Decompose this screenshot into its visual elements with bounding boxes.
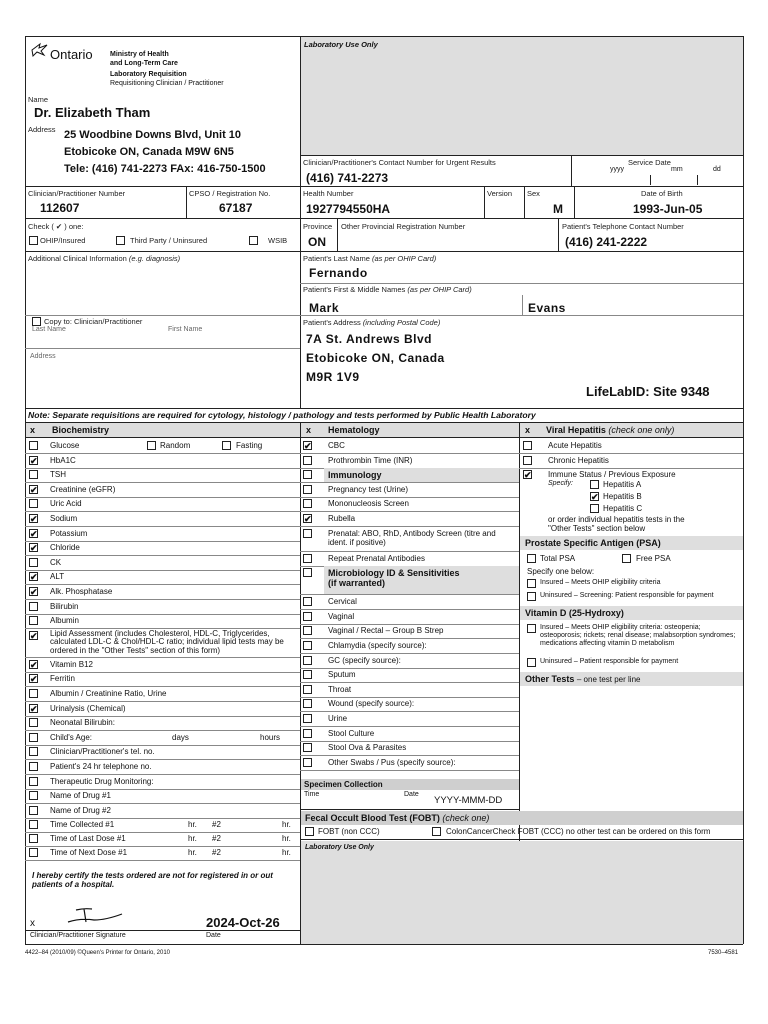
total-psa-label: Total PSA: [540, 554, 576, 564]
health-number-label: Health Number: [303, 189, 354, 198]
micro-item-label-checkbox[interactable]: [303, 699, 312, 708]
chronic-hepatitis-label-checkbox[interactable]: [523, 456, 532, 465]
vitd-insured-checkbox[interactable]: [527, 624, 536, 633]
micro-item-label-checkbox[interactable]: [303, 641, 312, 650]
biochem-item-label: Uric Acid: [50, 499, 82, 509]
acute-hepatitis-label-checkbox[interactable]: [523, 441, 532, 450]
hep-a-label: Hepatitis A: [603, 480, 642, 490]
fobt-ccc-checkbox[interactable]: [432, 827, 441, 836]
hepatitis-title: Viral Hepatitis (check one only): [546, 425, 675, 435]
micro-item-label: Vaginal: [328, 611, 355, 621]
signature-label: Clinician/Practitioner Signature: [30, 932, 126, 939]
vitd-insured-label: Insured – Meets OHIP eligibility criteria: osteopenia; osteoporosis; rickets; renal disease; malabsorption syndromes; medications affecting vitamin D metabolism: [540, 624, 736, 648]
signature-image-icon: [66, 906, 126, 933]
acute-hepatitis-label: Acute Hepatitis: [548, 441, 602, 450]
biochem-checkbox[interactable]: [29, 470, 38, 479]
footer-code: 7530–4581: [708, 950, 739, 956]
health-number[interactable]: 1927794550HA: [306, 202, 391, 216]
wsib-label: WSIB: [268, 236, 288, 245]
biochem-checkbox[interactable]: ✔: [30, 587, 38, 597]
biochem-checkbox[interactable]: ✔: [30, 514, 38, 524]
clinician-number[interactable]: 112607: [40, 201, 80, 215]
time-collected-checkbox[interactable]: [29, 820, 38, 829]
patient-last-name[interactable]: Fernando: [309, 266, 368, 280]
micro-item-label: Cervical: [328, 597, 357, 607]
micro-subtitle: (if warranted): [328, 578, 386, 589]
biochem-checkbox[interactable]: ✔: [30, 703, 38, 714]
biochem-checkbox[interactable]: [29, 616, 38, 625]
patient-address-3[interactable]: M9R 1V9: [306, 370, 360, 384]
province-label: Province: [303, 222, 333, 231]
psa-title: Prostate Specific Antigen (PSA): [525, 538, 661, 549]
hep-c-label: Hepatitis C: [603, 504, 643, 514]
immunology-item-label-checkbox[interactable]: ✔: [304, 514, 312, 524]
version-label: Version: [487, 189, 513, 198]
hep-b-label: Hepatitis B: [603, 492, 642, 502]
micro-item-label-checkbox[interactable]: [303, 714, 312, 723]
specimen-date-label: Date: [404, 791, 419, 799]
micro-item-label-checkbox[interactable]: [303, 758, 312, 767]
biochem-checkbox[interactable]: [29, 689, 38, 698]
time-next-dose-checkbox[interactable]: [29, 848, 38, 857]
footer-form-number: 4422–84 (2010/09) ©Queen's Printer for Ontario, 2010: [25, 950, 170, 956]
hr-label: hr.: [282, 847, 291, 857]
biochem-checkbox[interactable]: [29, 718, 38, 727]
micro-item-label: Other Swabs / Pus (specify source):: [328, 757, 456, 767]
biochem-checkbox[interactable]: ✔: [30, 528, 38, 539]
certify-text: I hereby certify the tests ordered are not for registered in or out patients of a hospital.: [32, 871, 273, 889]
biochem-checkbox[interactable]: ✔: [30, 484, 38, 495]
biochem-checkbox[interactable]: ✔: [30, 543, 38, 554]
micro-item-label: Stool Ova & Parasites: [328, 743, 407, 753]
immunology-item-label-checkbox[interactable]: [303, 554, 312, 563]
fobt-ccc-label: ColonCancerCheck FOBT (CCC) no other test can be ordered on this form: [446, 827, 711, 837]
copy-to-checkbox[interactable]: [32, 317, 41, 326]
psa-insured-checkbox[interactable]: [527, 579, 536, 588]
hr-label: hr.: [188, 834, 197, 843]
biochem-checkbox[interactable]: [29, 558, 38, 567]
hep-a-checkbox[interactable]: [590, 480, 599, 489]
glucose-fasting-label: Fasting: [236, 441, 263, 450]
micro-item-label-checkbox[interactable]: [303, 597, 312, 606]
micro-item-label-checkbox[interactable]: [303, 685, 312, 694]
lipid-assessment-label: Lipid Assessment (includes Cholesterol, HDL-C, Triglycerides, calculated LDL-C & Chol/HDL-C ratio; individual lipid tests may be ordered in the "Other Tests" section of this form): [50, 628, 284, 655]
dob-value[interactable]: 1993-Jun-05: [633, 202, 703, 216]
micro-item-label: Stool Culture: [328, 728, 375, 738]
time-next-dose-label: Time of Next Dose #1: [50, 847, 128, 857]
biochem-item-label: Potassium: [50, 528, 88, 538]
vitd-title: Vitamin D (25-Hydroxy): [525, 608, 624, 619]
total-psa-checkbox[interactable]: [527, 554, 536, 563]
patient-first-name[interactable]: Mark: [309, 301, 340, 315]
glucose-random-checkbox[interactable]: [147, 441, 156, 450]
psa-uninsured-label: Uninsured – Screening: Patient responsible for payment: [540, 592, 714, 600]
biochem-item-label: Alk. Phosphatase: [50, 587, 113, 596]
specimen-time-label: Time: [304, 791, 320, 799]
immune-status-label: Immune Status / Previous Exposure: [548, 470, 676, 480]
cbc-label: CBC: [328, 441, 345, 450]
last-name-label: Patient's Last Name (as per OHIP Card): [303, 254, 437, 263]
service-date-mm: mm: [671, 166, 683, 173]
hours-label: hours: [260, 732, 281, 742]
childs-age-checkbox[interactable]: [29, 733, 38, 742]
service-date-label: Service Date: [628, 158, 671, 167]
third-party-checkbox[interactable]: [116, 236, 125, 245]
biochem-checkbox[interactable]: [29, 499, 38, 508]
immunology-title: Immunology: [328, 470, 382, 481]
biochem-item-label: Sodium: [50, 514, 78, 523]
ontario-wordmark: Ontario: [50, 47, 93, 62]
patient-tel-label: Patient's Telephone Contact Number: [562, 222, 684, 231]
days-label: days: [172, 732, 189, 742]
form-title: Laboratory Requisition: [110, 71, 187, 78]
psa-specify-label: Specify one below:: [527, 567, 595, 577]
immunology-item-label: Pregnancy test (Urine): [328, 484, 409, 494]
biochem-x-col: x: [30, 425, 36, 435]
clinician-address-2[interactable]: Etobicoke ON, Canada M9W 6N5: [64, 146, 234, 158]
ministry-line-2: and Long-Term Care: [110, 60, 178, 67]
chronic-hepatitis-label: Chronic Hepatitis: [548, 455, 609, 465]
clinician-address-label: Address: [28, 125, 56, 134]
micro-item-label-checkbox[interactable]: [303, 743, 312, 752]
glucose-label: Glucose: [50, 441, 80, 450]
ontario-logo-icon: [30, 42, 50, 63]
immunology-item-label: Mononucleosis Screen: [328, 499, 409, 509]
biochem-checkbox[interactable]: [29, 791, 38, 800]
psa-insured-label: Insured – Meets OHIP eligibility criteria: [540, 579, 661, 587]
hema-title: Hematology: [328, 425, 380, 435]
biochem-item-label: TSH: [50, 470, 66, 480]
prothrombin-label-checkbox[interactable]: [303, 456, 312, 465]
biochem-item-label: Albumin: [50, 616, 79, 626]
biochem-item-label: Neonatal Bilirubin:: [50, 718, 115, 728]
lab-use-only-box: [301, 37, 743, 155]
ministry-line-1: Ministry of Health: [110, 51, 169, 58]
biochem-item-label: Clinician/Practitioner's tel. no.: [50, 747, 155, 757]
copy-first-name-label: First Name: [168, 326, 203, 333]
biochem-item-label: Name of Drug #2: [50, 805, 111, 815]
dob-label: Date of Birth: [641, 189, 683, 198]
ohip-insured-label: OHIP/Insured: [40, 236, 86, 245]
micro-item-label: GC (specify source):: [328, 655, 401, 665]
province-value[interactable]: ON: [308, 235, 326, 249]
specimen-date-format: YYYY-MMM-DD: [434, 795, 503, 807]
number-2-label: #2: [212, 847, 221, 857]
third-party-label: Third Party / Uninsured: [130, 236, 208, 245]
prenatal-checkbox[interactable]: [303, 529, 312, 538]
copy-last-name-label: Last Name: [32, 326, 66, 333]
biochem-checkbox[interactable]: ✔: [30, 659, 38, 670]
other-provincial-label: Other Provincial Registration Number: [341, 222, 466, 231]
biochem-item-label: HbA1C: [50, 455, 76, 465]
biochem-item-label: Vitamin B12: [50, 659, 93, 669]
micro-item-label-checkbox[interactable]: [303, 612, 312, 621]
immunology-item-label-checkbox[interactable]: [303, 499, 312, 508]
service-date-dd: dd: [713, 166, 721, 173]
urgent-contact-number[interactable]: (416) 741-2273: [306, 171, 389, 185]
biochem-item-label: Ferritin: [50, 674, 75, 684]
fobt-title: Fecal Occult Blood Test (FOBT) (check one): [305, 813, 490, 824]
ohip-insured-checkbox[interactable]: [29, 236, 38, 245]
lifelab-id: LifeLabID: Site 9348: [586, 384, 710, 399]
fobt-non-ccc-checkbox[interactable]: [305, 827, 314, 836]
copy-address-label: Address: [30, 353, 56, 360]
biochem-item-label: Patient's 24 hr telephone no.: [50, 762, 152, 771]
biochem-checkbox[interactable]: [29, 762, 38, 771]
clinician-phone[interactable]: Tele: (416) 741-2273 FAx: 416-750-1500: [64, 163, 266, 175]
hr-label: hr.: [188, 847, 197, 857]
biochem-checkbox[interactable]: [29, 806, 38, 815]
sex-value[interactable]: M: [553, 202, 563, 216]
fobt-non-ccc-label: FOBT (non CCC): [318, 827, 380, 837]
vitd-uninsured-label: Uninsured – Patient responsible for payment: [540, 658, 679, 666]
micro-item-label: Wound (specify source):: [328, 699, 415, 709]
specimen-collection-title: Specimen Collection: [304, 780, 383, 790]
signature-x: x: [30, 918, 35, 929]
micro-checkbox[interactable]: [303, 568, 312, 577]
time-collected-label: Time Collected #1: [50, 820, 115, 830]
biochem-item-label: Creatinine (eGFR): [50, 484, 116, 494]
biochem-checkbox[interactable]: ✔: [30, 572, 38, 583]
immunology-item-label: Repeat Prenatal Antibodies: [328, 553, 425, 563]
free-psa-label: Free PSA: [636, 554, 671, 564]
hr-label: hr.: [188, 820, 197, 830]
patient-middle-name[interactable]: Evans: [528, 301, 566, 315]
cbc-label-checkbox[interactable]: ✔: [304, 441, 312, 451]
separate-requisition-note: Note: Separate requisitions are required for cytology, histology / pathology and tests performed by Public Health Laboratory: [28, 410, 536, 420]
micro-item-label: Sputum: [328, 670, 356, 680]
time-last-dose-checkbox[interactable]: [29, 834, 38, 843]
childs-age-label: Child's Age:: [50, 732, 92, 742]
service-date-yyyy: yyyy: [610, 166, 624, 173]
hr-label: hr.: [282, 820, 291, 830]
or-order-note: or order individual hepatitis tests in the "Other Tests" section below: [548, 515, 685, 534]
copy-to-label: Copy to: Clinician/Practitioner: [44, 317, 143, 326]
biochem-checkbox[interactable]: [29, 777, 38, 786]
check-one-label: Check ( ✔ ) one:: [28, 222, 84, 231]
hep-c-checkbox[interactable]: [590, 504, 599, 513]
first-name-label: Patient's First & Middle Names (as per OHIP Card): [303, 285, 472, 294]
signature-date[interactable]: 2024-Oct-26: [206, 915, 280, 930]
biochem-item-label: Bilirubin: [50, 601, 79, 611]
micro-item-label: Vaginal / Rectal – Group B Strep: [328, 626, 444, 636]
micro-item-label-checkbox[interactable]: [303, 626, 312, 635]
patient-address-2[interactable]: Etobicoke ON, Canada: [306, 351, 445, 365]
vitd-uninsured-checkbox[interactable]: [527, 658, 536, 667]
lab-use-bottom-box: [301, 841, 743, 944]
biochem-item-label: Urinalysis (Chemical): [50, 703, 126, 713]
micro-item-label-checkbox[interactable]: [303, 729, 312, 738]
additional-clinical-label: Additional Clinical Information (e.g. diagnosis): [28, 254, 181, 263]
number-2-label: #2: [212, 834, 221, 843]
patient-address-1[interactable]: 7A St. Andrews Blvd: [306, 332, 432, 346]
time-last-dose-label: Time of Last Dose #1: [50, 834, 126, 843]
glucose-fasting-checkbox[interactable]: [222, 441, 231, 450]
biochem-checkbox[interactable]: [29, 747, 38, 756]
prothrombin-label: Prothrombin Time (INR): [328, 455, 413, 465]
biochem-item-label: ALT: [50, 572, 65, 582]
biochem-title: Biochemistry: [52, 425, 110, 435]
hep-b-checkbox[interactable]: ✔: [591, 492, 599, 503]
patient-tel[interactable]: (416) 241-2222: [565, 235, 648, 249]
clinician-name[interactable]: Dr. Elizabeth Tham: [34, 105, 151, 120]
hr-label: hr.: [282, 834, 291, 843]
biochem-item-label: Therapeutic Drug Monitoring:: [50, 776, 154, 786]
lipid-checkbox[interactable]: ✔: [30, 630, 38, 641]
biochem-item-label: Chloride: [50, 543, 80, 553]
biochem-item-label: CK: [50, 557, 62, 567]
clinician-address-1[interactable]: 25 Woodbine Downs Blvd, Unit 10: [64, 129, 242, 141]
patient-address-label: Patient's Address (including Postal Code): [303, 318, 441, 327]
lab-use-bottom-label: Laboratory Use Only: [305, 844, 374, 852]
immunology-title-checkbox[interactable]: [303, 470, 312, 479]
specify-label: Specify:: [548, 480, 573, 488]
micro-title: Microbiology ID & Sensitivities: [328, 568, 460, 579]
hema-x-col: x: [306, 425, 312, 435]
clinician-number-label: Clinician/Practitioner Number: [28, 189, 126, 198]
immunology-item-label: Rubella: [328, 514, 356, 523]
immunology-item-label-checkbox[interactable]: [303, 485, 312, 494]
micro-item-label-checkbox[interactable]: [303, 656, 312, 665]
free-psa-checkbox[interactable]: [622, 554, 631, 563]
micro-item-label-checkbox[interactable]: [303, 670, 312, 679]
glucose-checkbox[interactable]: [29, 441, 38, 450]
cpso-label: CPSO / Registration No.: [189, 189, 271, 198]
micro-item-label: Throat: [328, 684, 352, 694]
urgent-contact-label: Clinician/Practitioner's Contact Number for Urgent Results: [303, 158, 496, 167]
sex-label: Sex: [527, 189, 540, 198]
clinician-name-label: Name: [28, 95, 49, 104]
hepatitis-x-col: x: [525, 425, 531, 435]
psa-uninsured-checkbox[interactable]: [527, 592, 536, 601]
biochem-checkbox[interactable]: ✔: [30, 455, 38, 466]
biochem-item-label: Albumin / Creatinine Ratio, Urine: [50, 689, 167, 698]
cpso-number[interactable]: 67187: [219, 201, 253, 215]
number-2-label: #2: [212, 820, 221, 830]
wsib-checkbox[interactable]: [249, 236, 258, 245]
other-tests-title: Other Tests – one test per line: [525, 674, 641, 685]
biochem-checkbox[interactable]: [29, 602, 38, 611]
biochem-item-label: Name of Drug #1: [50, 791, 111, 801]
prenatal-label: Prenatal: ABO, RhD, Antibody Screen (titre and ident. if positive): [328, 528, 496, 547]
date-label: Date: [206, 932, 221, 939]
biochem-checkbox[interactable]: ✔: [30, 674, 38, 685]
micro-item-label: Chlamydia (specify source):: [328, 641, 427, 650]
glucose-random-label: Random: [160, 441, 191, 450]
form-subtitle: Requisitioning Clinician / Practitioner: [110, 80, 224, 87]
micro-item-label: Urine: [328, 714, 348, 723]
lab-use-only-label: Laboratory Use Only: [304, 40, 378, 49]
immune-status-checkbox[interactable]: ✔: [524, 470, 532, 481]
